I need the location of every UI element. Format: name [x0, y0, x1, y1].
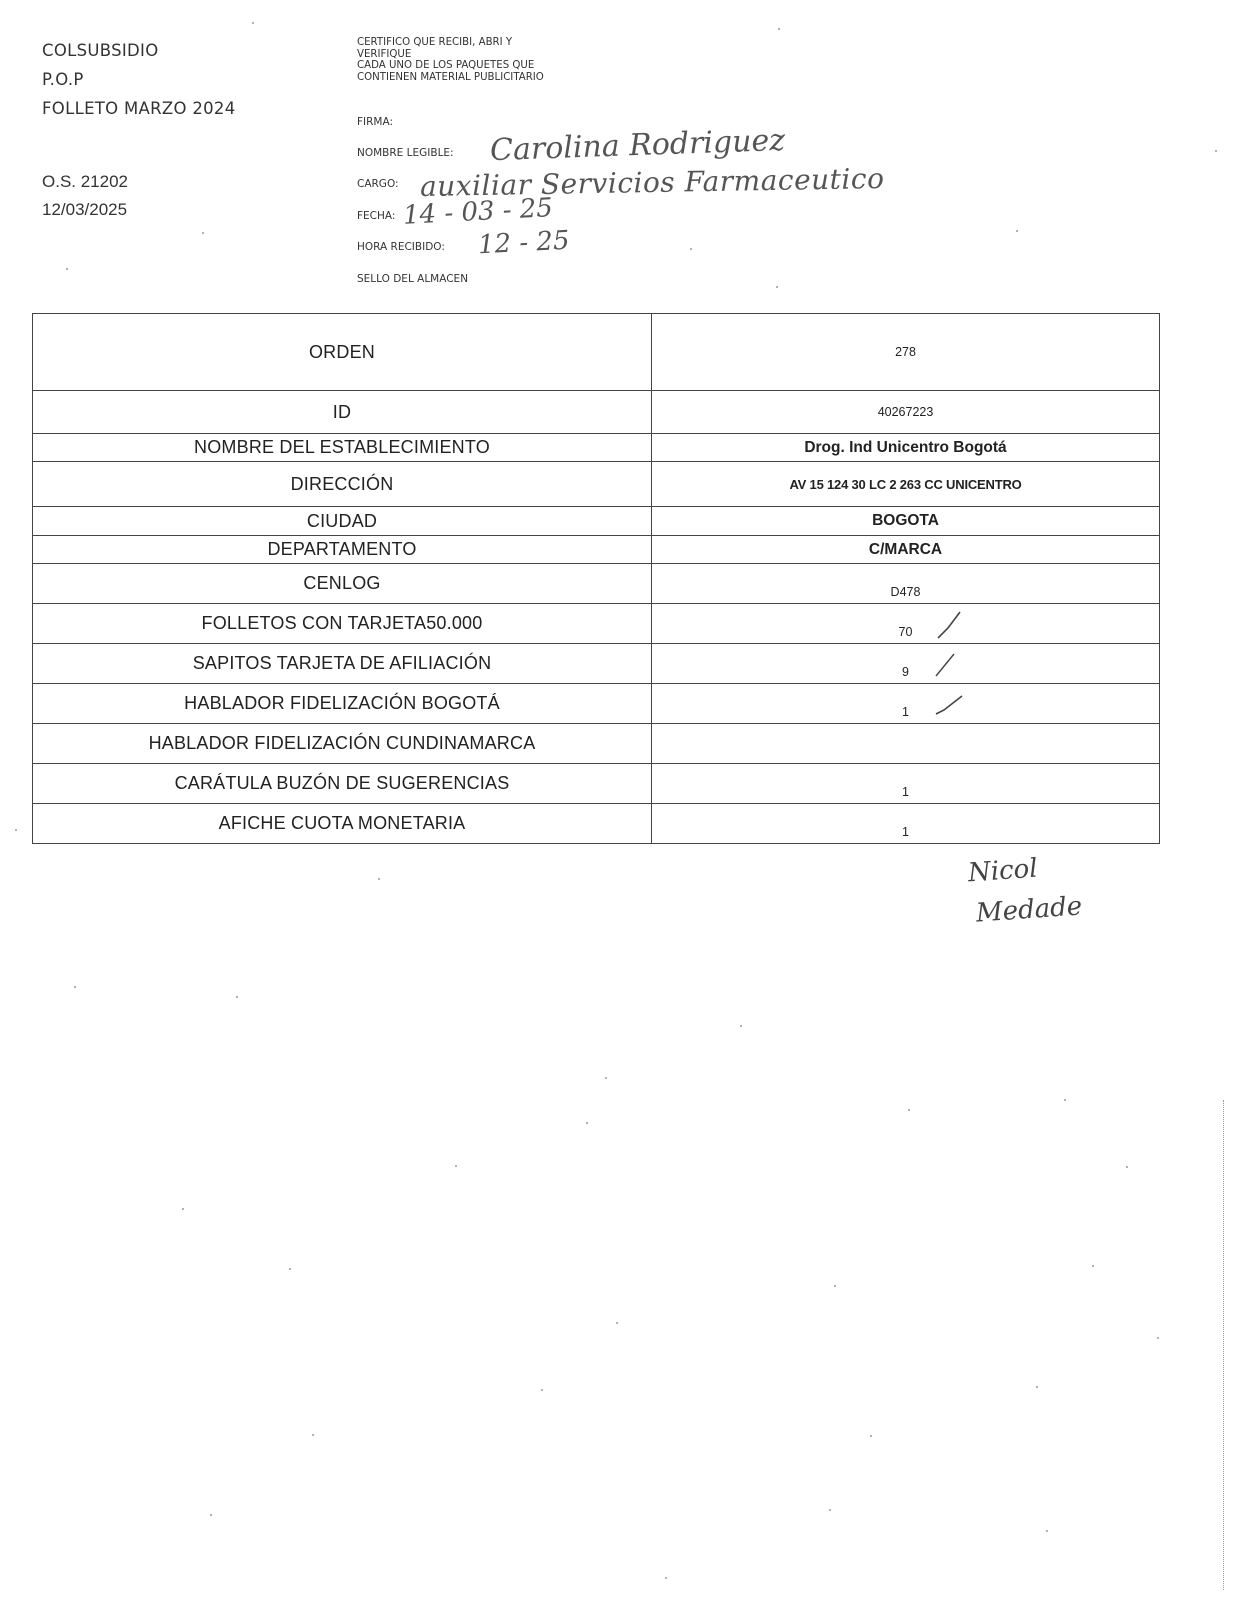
table-row [33, 434, 1160, 462]
table-row [33, 684, 1160, 724]
row-value-cell [652, 644, 1160, 684]
row-label: DEPARTAMENTO [33, 536, 652, 564]
row-value: BOGOTA [652, 507, 1160, 536]
row-value-cell [652, 604, 1160, 644]
hora-label: HORA RECIBIDO: [357, 241, 445, 253]
row-value [652, 724, 1160, 764]
row-value: 70 [898, 624, 913, 639]
row-value: 1 [902, 704, 909, 719]
row-label: NOMBRE DEL ESTABLECIMIENTO [33, 434, 652, 462]
row-label: CARÁTULA BUZÓN DE SUGERENCIAS [33, 764, 652, 804]
row-value-cell [652, 804, 1160, 844]
checkmark-icon [934, 690, 970, 720]
sello-label: SELLO DEL ALMACEN [357, 273, 469, 285]
delivery-table [32, 313, 1160, 844]
row-value: AV 15 124 30 LC 2 263 CC UNICENTRO [652, 462, 1160, 507]
scan-edge-line [1222, 1100, 1224, 1590]
firma-label: FIRMA: [357, 116, 394, 128]
row-value: 1 [902, 784, 909, 799]
fecha-handwritten: 14 - 03 - 25 [402, 193, 554, 231]
row-label: CIUDAD [33, 507, 652, 536]
handwritten-note-line2: Medade [975, 891, 1084, 929]
cargo-handwritten: auxiliar Servicios Farmaceutico [419, 161, 885, 204]
hora-handwritten: 12 - 25 [477, 225, 571, 261]
row-value: Drog. Ind Unicentro Bogotá [652, 434, 1160, 462]
row-label: HABLADOR FIDELIZACIÓN CUNDINAMARCA [33, 724, 652, 764]
cert-line: CONTIENEN MATERIAL PUBLICITARIO [357, 71, 544, 83]
nombre-label: NOMBRE LEGIBLE: [357, 147, 454, 159]
row-label: CENLOG [33, 564, 652, 604]
row-label: HABLADOR FIDELIZACIÓN BOGOTÁ [33, 684, 652, 724]
cert-line: VERIFIQUE [357, 48, 412, 60]
os-number: O.S. 21202 [42, 172, 129, 191]
row-label: DIRECCIÓN [33, 462, 652, 507]
table-row [33, 564, 1160, 604]
row-value-cell [652, 684, 1160, 724]
row-value: 9 [902, 664, 909, 679]
row-value-cell [652, 564, 1160, 604]
order-service-block [42, 168, 128, 224]
checkmark-icon [934, 610, 970, 640]
row-label: AFICHE CUOTA MONETARIA [33, 804, 652, 844]
table-row [33, 764, 1160, 804]
table-row [33, 644, 1160, 684]
row-value: C/MARCA [652, 536, 1160, 564]
cargo-label: CARGO: [357, 178, 399, 190]
row-value: 278 [652, 314, 1160, 391]
checkmark-icon [934, 650, 970, 680]
table-row [33, 604, 1160, 644]
company-header [42, 36, 236, 123]
os-date: 12/03/2025 [42, 200, 128, 219]
table-row [33, 507, 1160, 536]
pop-label: P.O.P [42, 70, 84, 89]
row-value: 1 [902, 824, 909, 839]
row-value-cell [652, 764, 1160, 804]
table-row [33, 314, 1160, 391]
row-label: ORDEN [33, 314, 652, 391]
table-row [33, 536, 1160, 564]
cert-line: CADA UNO DE LOS PAQUETES QUE [357, 60, 535, 71]
table-row [33, 724, 1160, 764]
table-row [33, 804, 1160, 844]
row-label: ID [33, 391, 652, 434]
fecha-label: FECHA: [357, 210, 396, 222]
certification-text [357, 37, 657, 83]
table-row [33, 462, 1160, 507]
company-name: COLSUBSIDIO [42, 41, 159, 60]
cert-line: CERTIFICO QUE RECIBI, ABRI Y [357, 37, 513, 48]
table-row [33, 391, 1160, 434]
row-label: FOLLETOS CON TARJETA50.000 [33, 604, 652, 644]
handwritten-note-line1: Nicol [967, 853, 1039, 889]
row-value: D478 [890, 584, 921, 599]
row-value: 40267223 [652, 391, 1160, 434]
folleto-title: FOLLETO MARZO 2024 [42, 99, 236, 118]
row-label: SAPITOS TARJETA DE AFILIACIÓN [33, 644, 652, 684]
nombre-handwritten: Carolina Rodriguez [489, 122, 786, 169]
